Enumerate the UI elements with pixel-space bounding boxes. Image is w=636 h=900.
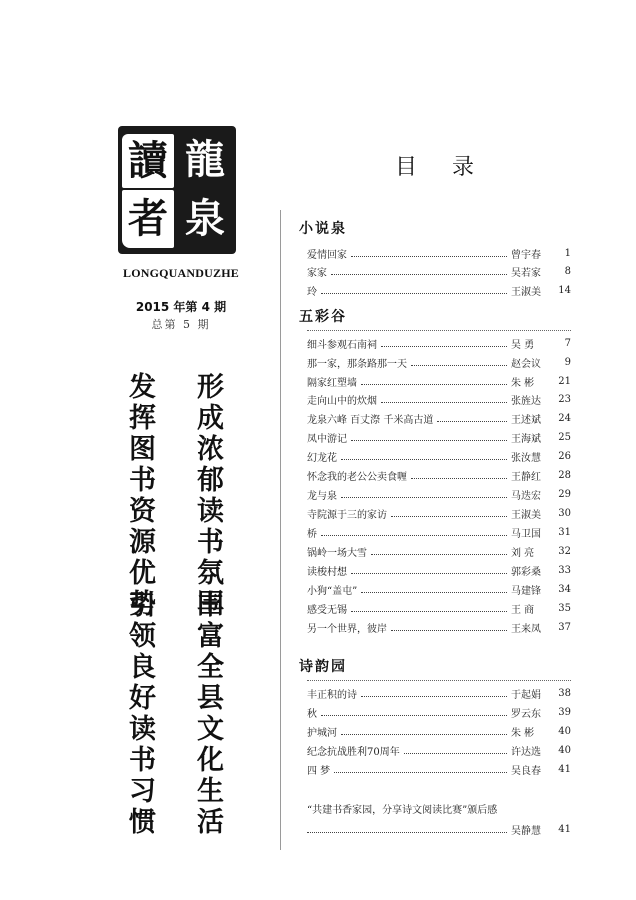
entry-title: 玲 xyxy=(307,286,317,298)
column-divider xyxy=(280,210,281,850)
leader-dots xyxy=(307,832,507,833)
entry-author: 王述斌 xyxy=(511,414,541,426)
leader-dots xyxy=(351,611,507,612)
toc-entry[interactable] xyxy=(307,523,571,541)
toc-entry[interactable] xyxy=(307,618,571,636)
entry-page: 30 xyxy=(558,507,571,519)
leader-dots xyxy=(321,535,507,536)
leader-dots xyxy=(351,573,507,574)
leader-dots xyxy=(371,554,507,555)
toc-entry[interactable] xyxy=(307,561,571,579)
entry-page: 31 xyxy=(558,526,571,538)
entry-author: 马建锋 xyxy=(511,585,541,597)
toc-entry[interactable] xyxy=(307,334,571,352)
entry-title: 隔家红塑墙 xyxy=(307,377,357,389)
leader-dots xyxy=(341,734,507,735)
slogan-3: 丰富全县文化生活 xyxy=(192,590,223,838)
entry-page: 33 xyxy=(558,564,571,576)
entry-page: 35 xyxy=(558,602,571,614)
entry-page: 41 xyxy=(558,823,571,835)
entry-author: 朱 彬 xyxy=(511,727,535,739)
leader-dots xyxy=(321,293,507,294)
magazine-logo xyxy=(118,126,236,254)
toc-entry[interactable] xyxy=(307,262,571,280)
entry-author: 马卫国 xyxy=(511,528,541,540)
entry-author: 赵会议 xyxy=(511,358,541,370)
entry-author: 王来凤 xyxy=(511,623,541,635)
logo-char-long: 龍 xyxy=(185,136,225,183)
leader-dots xyxy=(391,516,507,517)
entry-title: 感受无锡 xyxy=(307,604,347,616)
toc-entry[interactable] xyxy=(307,684,571,702)
last-entry-line[interactable] xyxy=(307,820,571,838)
entry-author: 吴若家 xyxy=(511,267,541,279)
entry-page: 26 xyxy=(558,450,571,462)
entry-title: 秋 xyxy=(307,708,317,720)
leader-dots xyxy=(391,630,507,631)
entry-author: 朱 彬 xyxy=(511,377,535,389)
section-heading: 五彩谷 xyxy=(299,309,347,325)
entry-page: 8 xyxy=(564,265,571,277)
toc-entry[interactable] xyxy=(307,447,571,465)
entry-page: 1 xyxy=(564,247,571,259)
entry-title: 那一家，那条路那一天 xyxy=(307,358,407,370)
toc-entry[interactable] xyxy=(307,760,571,778)
entry-title: 家家 xyxy=(307,267,327,279)
entry-author: 王淑美 xyxy=(511,509,541,521)
entry-title: 护城河 xyxy=(307,727,337,739)
entry-title: 读梭村想 xyxy=(307,566,347,578)
total-issue: 总第 5 期 xyxy=(151,318,211,331)
entry-page: 32 xyxy=(558,545,571,557)
leader-dots xyxy=(351,256,507,257)
entry-author: 吴静慧 xyxy=(511,825,541,837)
leader-dots xyxy=(411,365,507,366)
slogan-2: 发挥图书资源优势 xyxy=(124,372,155,620)
entry-title: 四 梦 xyxy=(307,765,331,777)
toc-entry[interactable] xyxy=(307,542,571,560)
entry-title: 龙与泉 xyxy=(307,490,337,502)
logo-char-du: 讀 xyxy=(122,134,174,188)
entry-title: 另一个世界，彼岸 xyxy=(307,623,387,635)
toc-entry[interactable] xyxy=(307,466,571,484)
entry-author: 张汝慧 xyxy=(511,452,541,464)
leader-dots xyxy=(411,478,507,479)
entry-page: 34 xyxy=(558,583,571,595)
last-entry-title[interactable]: “共建书香家园，分享诗文阅读比赛”颁后感 xyxy=(307,805,498,816)
leader-dots xyxy=(381,346,507,347)
entry-author: 吴 勇 xyxy=(511,339,535,351)
entry-page: 40 xyxy=(558,744,571,756)
entry-author: 王海斌 xyxy=(511,433,541,445)
leader-dots xyxy=(437,421,507,422)
entry-title: 爱情回家 xyxy=(307,249,347,261)
entry-page: 9 xyxy=(564,356,571,368)
leader-dots xyxy=(334,772,507,773)
toc-entry[interactable] xyxy=(307,409,571,427)
entry-author: 许达选 xyxy=(511,746,541,758)
entry-title: 锅岭一场大雪 xyxy=(307,547,367,559)
toc-entry[interactable] xyxy=(307,580,571,598)
toc-entry[interactable] xyxy=(307,741,571,759)
entry-title: 纪念抗战胜利70周年 xyxy=(307,746,400,758)
entry-author: 刘 亮 xyxy=(511,547,535,559)
entry-title: 丰正积的诗 xyxy=(307,689,357,701)
entry-author: 王静红 xyxy=(511,471,541,483)
logo-char-quan: 泉 xyxy=(185,195,225,242)
entry-page: 7 xyxy=(564,337,571,349)
slogan-4: 引领良好读书习惯 xyxy=(124,590,155,838)
entry-page: 40 xyxy=(558,725,571,737)
toc-entry[interactable] xyxy=(307,390,571,408)
toc-entry[interactable] xyxy=(307,372,571,390)
toc-entry[interactable] xyxy=(307,722,571,740)
entry-title: 凤中游记 xyxy=(307,433,347,445)
toc-entry[interactable] xyxy=(307,428,571,446)
magazine-pinyin: LONGQUANDUZHE xyxy=(123,266,239,280)
leader-dots xyxy=(361,696,507,697)
leader-dots xyxy=(331,274,507,275)
entry-author: 马迭宏 xyxy=(511,490,541,502)
entry-page: 39 xyxy=(558,706,571,718)
toc-entry[interactable] xyxy=(307,485,571,503)
entry-page: 21 xyxy=(558,375,571,387)
section-heading: 小说泉 xyxy=(299,221,347,237)
entry-author: 王 商 xyxy=(511,604,535,616)
entry-title: 细斗参观石南祠 xyxy=(307,339,377,351)
leader-dots xyxy=(404,753,507,754)
entry-page: 28 xyxy=(558,469,571,481)
entry-page: 23 xyxy=(558,393,571,405)
toc-entry[interactable] xyxy=(307,353,571,371)
entry-title: 怀念我的老公公卖食喱 xyxy=(307,471,407,483)
entry-page: 14 xyxy=(558,284,571,296)
entry-author: 郭彩桑 xyxy=(511,566,541,578)
toc-entry[interactable] xyxy=(307,599,571,617)
entry-author: 曾宇春 xyxy=(511,249,541,261)
leader-dots xyxy=(321,715,507,716)
leader-dots xyxy=(351,440,507,441)
entry-page: 41 xyxy=(558,763,571,775)
entry-page: 29 xyxy=(558,488,571,500)
slogan-1: 形成浓郁读书氛围 xyxy=(192,372,223,620)
entry-author: 罗云东 xyxy=(511,708,541,720)
entry-page: 25 xyxy=(558,431,571,443)
leader-dots xyxy=(361,592,507,593)
entry-title: 桥 xyxy=(307,528,317,540)
section-rule xyxy=(307,680,571,681)
toc-entry[interactable] xyxy=(307,281,571,299)
entry-author: 张旌达 xyxy=(511,395,541,407)
entry-page: 24 xyxy=(558,412,571,424)
issue-number: 2015 年第 4 期 xyxy=(135,300,227,314)
leader-dots xyxy=(341,497,507,498)
section-heading: 诗韵园 xyxy=(299,659,347,675)
entry-page: 38 xyxy=(558,687,571,699)
leader-dots xyxy=(381,402,507,403)
toc-entry[interactable] xyxy=(307,244,571,262)
entry-author: 王淑美 xyxy=(511,286,541,298)
entry-author: 于起娟 xyxy=(511,689,541,701)
entry-title: 小狗“盖屯” xyxy=(307,585,358,597)
entry-title: 走向山中的炊烟 xyxy=(307,395,377,407)
toc-title: 目 录 xyxy=(395,155,488,180)
logo-char-zhe: 者 xyxy=(122,190,174,248)
entry-title: 寺院源于三的家访 xyxy=(307,509,387,521)
leader-dots xyxy=(341,459,507,460)
entry-title: 龙泉六峰 百丈漈 千米高古道 xyxy=(307,414,434,426)
leader-dots xyxy=(361,384,507,385)
entry-page: 37 xyxy=(558,621,571,633)
toc-entry[interactable] xyxy=(307,504,571,522)
entry-author: 吴良春 xyxy=(511,765,541,777)
entry-title: 幻龙花 xyxy=(307,452,337,464)
section-rule xyxy=(307,330,571,331)
toc-entry[interactable] xyxy=(307,703,571,721)
